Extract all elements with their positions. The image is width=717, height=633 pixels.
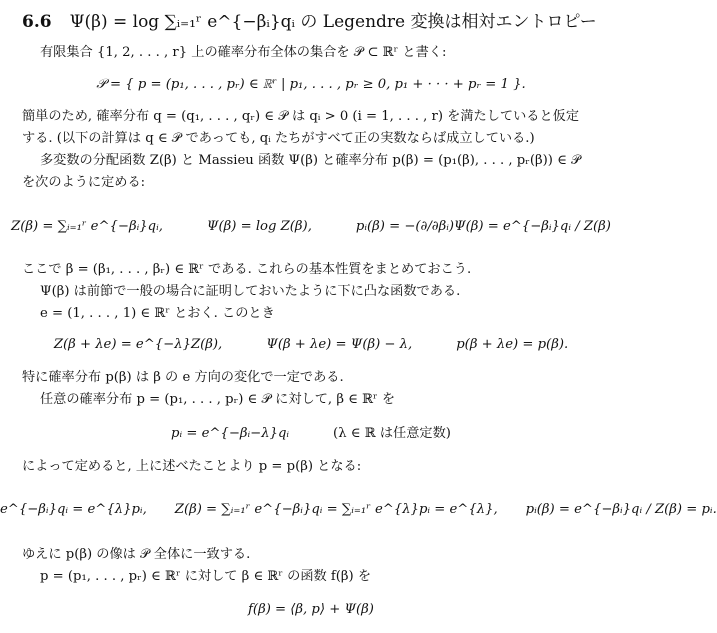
display-equation-defs (0, 220, 622, 233)
eq-p-choice: pᵢ = e^{−βᵢ−λ}qᵢ (171, 426, 290, 441)
eq-partition-function: Z(β) = ∑ᵢ₌₁ʳ e^{−βᵢ}qᵢ, (11, 219, 163, 234)
eq-z-value: Z(β) = ∑ᵢ₌₁ʳ e^{−βᵢ}qᵢ = ∑ᵢ₌₁ʳ e^{λ}pᵢ = e^{λ}, (174, 502, 498, 517)
paragraph-line: する. (以下の計算は q ∈ 𝒫 であっても, qᵢ たちがすべて正の実数ならば成立している.) (22, 131, 535, 146)
eq-p-shift: p(β + λe) = p(β). (456, 337, 569, 352)
paragraph-line: 簡単のため, 確率分布 q = (q₁, . . . , qᵣ) ∈ 𝒫 は qᵢ > 0 (i = 1, . . . , r) を満たしていると仮定 (22, 109, 580, 124)
paragraph-line: e = (1, . . . , 1) ∈ ℝʳ とおく. このとき (40, 306, 275, 321)
paragraph-line: によって定めると, 上に述べたことより p = p(β) となる: (22, 459, 362, 474)
section-heading (22, 14, 597, 31)
paragraph-line: 多変数の分配函数 Z(β) と Massieu 函数 Ψ(β) と確率分布 p(β) = (p₁(β), . . . , pᵣ(β)) ∈ 𝒫 (40, 153, 581, 168)
paragraph-line: 任意の確率分布 p = (p₁, . . . , pᵣ) ∈ 𝒫 に対して, β ∈ ℝʳ を (40, 392, 396, 407)
display-equation-choice (0, 427, 622, 440)
section-title: Ψ(β) = log ∑ᵢ₌₁ʳ e^{−βᵢ}qᵢ の Legendre 変換は相対エントロピー (69, 12, 597, 32)
display-equation: 𝒫 = { p = (p₁, . . . , pᵣ) ∈ ℝʳ | p₁, . . . , pᵣ ≥ 0, p₁ + · · · + pᵣ = 1 }. (96, 77, 526, 92)
eq-psi-shift: Ψ(β + λe) = Ψ(β) − λ, (266, 337, 413, 352)
paragraph-line: 有限集合 {1, 2, . . . , r} 上の確率分布全体の集合を 𝒫 ⊂ ℝʳ と書く: (40, 45, 447, 60)
paragraph-line: Ψ(β) は前節で一般の場合に証明しておいたように下に凸な函数である. (40, 284, 461, 299)
paragraph-line: ゆえに p(β) の像は 𝒫 全体に一致する. (22, 547, 251, 562)
paragraph-line: を次のように定める: (22, 175, 146, 190)
section-number: 6.6 (22, 12, 52, 32)
eq-q-relation: e^{−βᵢ}qᵢ = e^{λ}pᵢ, (0, 502, 147, 517)
eq-p-value: pᵢ(β) = e^{−βᵢ}qᵢ / Z(β) = pᵢ. (525, 502, 717, 517)
display-equation-check (0, 502, 717, 517)
eq-z-shift: Z(β + λe) = e^{−λ}Z(β), (53, 337, 223, 352)
paragraph-line: ここで β = (β₁, . . . , βᵣ) ∈ ℝʳ である. これらの基本性質をまとめておこう. (22, 262, 472, 277)
eq-lambda-note: (λ ∈ ℝ は任意定数) (333, 426, 451, 441)
eq-massieu-function: Ψ(β) = log Z(β), (206, 219, 312, 234)
display-equation-f: f(β) = ⟨β, p⟩ + Ψ(β) (248, 602, 374, 617)
paragraph-line: p = (p₁, . . . , pᵣ) ∈ ℝʳ に対して β ∈ ℝʳ の函数 f(β) を (40, 569, 372, 584)
eq-probability: pᵢ(β) = −(∂/∂βᵢ)Ψ(β) = e^{−βᵢ}qᵢ / Z(β) (355, 219, 611, 234)
paragraph-line: 特に確率分布 p(β) は β の e 方向の変化で一定である. (22, 370, 344, 385)
display-equation-shift (0, 338, 622, 351)
